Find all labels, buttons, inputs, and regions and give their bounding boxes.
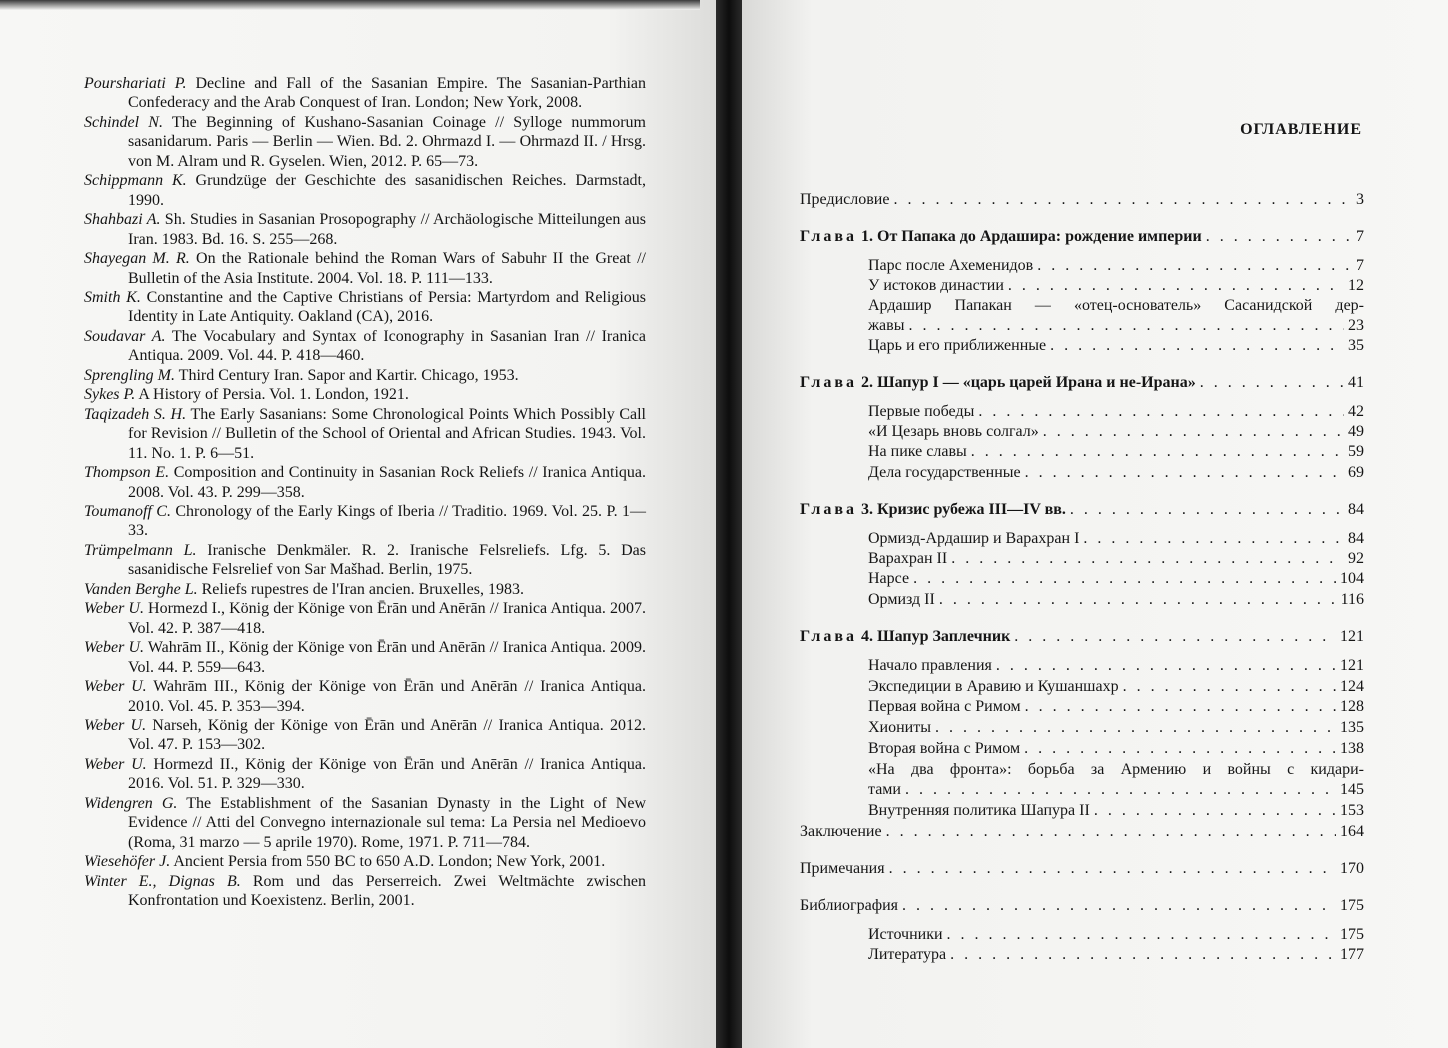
- chapter-label: Глава: [800, 228, 857, 245]
- toc-leader: [978, 402, 1344, 422]
- bib-author: Weber U.: [84, 678, 147, 696]
- toc-page-number: 116: [1340, 591, 1364, 608]
- toc-entry-label: Начало правления: [868, 657, 992, 674]
- chapter-label: Глава: [800, 628, 857, 645]
- toc-row-section: [868, 739, 1364, 759]
- bib-author: Shahbazi A.: [84, 211, 161, 229]
- toc-page-number: 175: [1340, 926, 1364, 943]
- toc-page-number: 84: [1348, 501, 1364, 518]
- toc-row-section: [868, 590, 1364, 610]
- toc-leader: [889, 859, 1336, 879]
- bib-entry: [84, 502, 646, 541]
- bib-author: Weber U.: [84, 600, 144, 618]
- bib-text: Chronology of the Early Kings of Iberia // Traditio. 1969. Vol. 25. P. 1—33.: [128, 502, 646, 540]
- bib-text: A History of Persia. Vol. 1. London, 1921.: [135, 386, 409, 404]
- chapter-title: 2. Шапур I — «царь царей Ирана и не-Ирана»: [857, 374, 1196, 391]
- bib-entry: [84, 794, 646, 852]
- toc-leader: [1037, 256, 1352, 276]
- toc-entry-label: Первая война с Римом: [868, 698, 1021, 715]
- bib-text: The Vocabulary and Syntax of Iconography in Sasanian Iran // Iranica Antiqua. 2009. Vol. 44. P. 418—460.: [128, 327, 646, 365]
- bib-author: Sprengling M.: [84, 366, 175, 384]
- chapter-label: Глава: [800, 501, 857, 518]
- toc-entry-label: Ардашир Папакан — «отец-основатель» Сасанидской дер-: [868, 297, 1364, 314]
- toc-entry-label: Предисловие: [800, 191, 890, 208]
- toc-row-section: [868, 718, 1364, 738]
- toc-leader: [905, 780, 1336, 800]
- toc-row-section: [868, 529, 1364, 549]
- toc-entry-label: Библиография: [800, 897, 898, 914]
- bib-text: Grundzüge der Geschichte des sasanidischen Reiches. Darmstadt, 1990.: [128, 172, 646, 209]
- toc-page-number: 121: [1340, 628, 1364, 645]
- toc-entry-label: Первые победы: [868, 403, 975, 420]
- toc-row-section: [868, 442, 1364, 462]
- toc-page-number: 7: [1356, 257, 1364, 274]
- bib-entry: [84, 677, 646, 716]
- toc-row-section: [868, 336, 1364, 356]
- bib-entry: [84, 385, 646, 404]
- bib-entry: [84, 210, 646, 249]
- bib-author: Trümpelmann L.: [84, 541, 197, 559]
- toc-leader: [902, 896, 1336, 916]
- toc-row-section: [868, 697, 1364, 717]
- toc-entry-label: Вторая война с Римом: [868, 740, 1021, 757]
- toc-page-number: 177: [1340, 946, 1364, 963]
- bib-entry: [84, 113, 646, 171]
- toc-entry-label: Варахран II: [868, 550, 948, 567]
- toc-leader: [1014, 627, 1336, 647]
- bib-author: Weber U.: [84, 716, 147, 734]
- bib-author: Sykes P.: [84, 386, 136, 404]
- bib-author: Weber U.: [84, 639, 144, 657]
- bib-author: Vanden Berghe L.: [84, 580, 198, 598]
- bib-text: Third Century Iran. Sapor and Kartir. Chicago, 1953.: [174, 366, 519, 384]
- toc-leader: [996, 656, 1336, 676]
- toc-page-number: 42: [1348, 403, 1364, 420]
- toc-leader: [886, 822, 1336, 842]
- toc-page-number: 59: [1348, 443, 1364, 460]
- toc-row-chapter-1: [800, 227, 1364, 247]
- left-page: [0, 0, 716, 1048]
- bib-text: Hormezd I., König der Könige von Ērān und Anērān // Iranica Antiqua. 2007. Vol. 42. P. 387—418.: [128, 600, 647, 637]
- toc-page-number: 170: [1340, 860, 1364, 877]
- toc-page-number: 124: [1340, 678, 1364, 695]
- toc-page-number: 175: [1340, 897, 1364, 914]
- toc-entry-label: «На два фронта»: борьба за Армению и войны с кидари-: [868, 761, 1364, 778]
- toc-page-number: 7: [1356, 228, 1364, 245]
- toc-leader: [935, 718, 1336, 738]
- toc-leader: [1070, 500, 1344, 520]
- bib-author: Thompson E.: [84, 464, 170, 482]
- toc-row-section: [868, 925, 1364, 945]
- bib-entry: [84, 249, 646, 288]
- toc-leader: [950, 945, 1336, 965]
- toc-leader: [1083, 529, 1344, 549]
- chapter-title: 1. От Папака до Ардашира: рождение империи: [857, 228, 1202, 245]
- toc-entry-label-cont: тами: [868, 781, 901, 798]
- bib-text: Sh. Studies in Sasanian Prosopography // Archäologische Mitteilungen aus Iran. 1983. Bd. 16. S. 255—268.: [128, 211, 646, 248]
- toc-entry-label: Нарсе: [868, 570, 910, 587]
- bib-author: Wiesehöfer J.: [84, 853, 171, 871]
- toc-entry-label: Примечания: [800, 860, 885, 877]
- toc-leader: [1094, 801, 1336, 821]
- toc-page-number: 41: [1348, 374, 1364, 391]
- bib-author: Widengren G.: [84, 794, 178, 812]
- toc-row-section: [868, 276, 1364, 296]
- toc-page-number: 3: [1356, 191, 1364, 208]
- toc-entry-label: Ормизд II: [868, 591, 935, 608]
- toc-leader: [913, 569, 1336, 589]
- toc-page-number: 35: [1348, 337, 1364, 354]
- toc-row-notes: [800, 859, 1364, 879]
- chapter-title: 4. Шапур Заплечник: [857, 628, 1011, 645]
- toc-page-number: 12: [1348, 277, 1364, 294]
- bib-author: Pourshariati P.: [84, 75, 187, 92]
- toc-entry-label: Ормизд-Ардашир и Варахран I: [868, 530, 1080, 547]
- toc-row-chapter-3: [800, 500, 1364, 520]
- bibliography-list: [84, 74, 646, 910]
- bib-entry: [84, 541, 646, 580]
- toc-leader: [971, 442, 1344, 462]
- page-edge-shadow: [0, 0, 700, 10]
- toc-entry-label: Парс после Ахеменидов: [868, 257, 1034, 274]
- bib-text: The Early Sasanians: Some Chronological Points Which Possibly Call for Revision // Bulletin of the School of Oriental and African Studies. 1943. Vol. 11. No. 1. P. 6—51.: [128, 405, 647, 462]
- bib-text: Constantine and the Captive Christians of Persia: Martyrdom and Religious Identity in Late Antiquity. Oakland (CA), 2016.: [128, 288, 646, 326]
- toc-row-section: [868, 422, 1364, 442]
- bib-text: The Establishment of the Sasanian Dynasty in the Light of New Evidence // Atti del Convegno internazionale sul tema: La Persia nel Medioevo (Roma, 31 marzo — 5 aprile 1970). Rome, 1971. P. 711—784.: [128, 794, 647, 851]
- bib-text: Reliefs rupestres de l'Iran ancien. Bruxelles, 1983.: [197, 580, 524, 598]
- toc-row-chapter-4: [800, 627, 1364, 647]
- toc-row-section: [868, 316, 1364, 336]
- bib-entry: [84, 852, 646, 871]
- bib-text: Hormezd II., König der Könige von Ērān und Anērān // Iranica Antiqua. 2016. Vol. 51. P. 329—330.: [128, 755, 646, 793]
- toc-entry-label: Царь и его приближенные: [868, 337, 1047, 354]
- bib-author: Schindel N.: [84, 113, 163, 131]
- bib-entry: [84, 638, 646, 677]
- toc-entry-label: Хиониты: [868, 719, 931, 736]
- toc-leader: [1206, 227, 1352, 247]
- toc-leader: [939, 590, 1337, 610]
- bib-entry: [84, 872, 646, 911]
- bib-text: Iranische Denkmäler. R. 2. Iranische Felsreliefs. Lfg. 5. Das sasanidische Felsrelief von Sar Mašhad. Berlin, 1975.: [128, 541, 647, 579]
- toc-entry-label: «И Цезарь вновь солгал»: [868, 423, 1039, 440]
- toc-leader: [1200, 373, 1344, 393]
- toc-page-number: 164: [1340, 823, 1364, 840]
- toc-page-number: 92: [1348, 550, 1364, 567]
- toc-entry-label: Экспедиции в Аравию и Кушаншахр: [868, 678, 1119, 695]
- toc-row-section: [868, 256, 1364, 276]
- bib-text: Narseh, König der Könige von Ērān und Anērān // Iranica Antiqua. 2012. Vol. 47. P. 153—302.: [128, 716, 647, 754]
- toc-entry-label: Заключение: [800, 823, 882, 840]
- toc-row-section: [868, 780, 1364, 800]
- toc-leader: [908, 316, 1344, 336]
- toc-page-number: 135: [1340, 719, 1364, 736]
- bib-author: Schippmann K.: [84, 172, 187, 190]
- bib-entry: [84, 580, 646, 599]
- bib-author: Winter E., Dignas B.: [84, 872, 241, 890]
- bib-author: Shayegan M. R.: [84, 250, 190, 268]
- bib-entry: [84, 74, 646, 113]
- toc-row-section: [868, 463, 1364, 483]
- toc-page-number: 49: [1348, 423, 1364, 440]
- bib-text: Ancient Persia from 550 BC to 650 A.D. London; New York, 2001.: [170, 853, 606, 871]
- bib-text: On the Rationale behind the Roman Wars of Sabuhr II the Great // Bulletin of the Asia Institute. 2004. Vol. 18. P. 111—133.: [128, 250, 646, 287]
- toc-row-section: [868, 801, 1364, 821]
- chapter-label: Глава: [800, 374, 857, 391]
- toc-page-number: 104: [1340, 570, 1364, 587]
- toc-row-section: [868, 656, 1364, 676]
- toc-row-section: [868, 402, 1364, 422]
- toc-page-number: 138: [1340, 740, 1364, 757]
- toc-entry-label-cont: жавы: [868, 317, 905, 334]
- bib-author: Soudavar A.: [84, 327, 166, 345]
- toc-leader: [1123, 677, 1336, 697]
- bib-author: Taqizadeh S. H.: [84, 405, 187, 423]
- bib-entry: [84, 755, 646, 794]
- toc-leader: [893, 190, 1352, 210]
- bib-entry: [84, 405, 646, 463]
- chapter-title: 3. Кризис рубежа III—IV вв.: [857, 501, 1066, 518]
- bib-entry: [84, 716, 646, 755]
- bib-text: Rom und das Perserreich. Zwei Weltmächte zwischen Konfrontation und Koexistenz. Berlin, 2001.: [128, 872, 647, 910]
- toc-leader: [1025, 697, 1336, 717]
- toc-page-number: 121: [1340, 657, 1364, 674]
- toc-row-section: [868, 677, 1364, 697]
- bib-text: Wahrām III., König der Könige von Ērān und Anērān // Iranica Antiqua. 2010. Vol. 45. P. 353—394.: [128, 678, 646, 715]
- toc-leader: [1050, 336, 1344, 356]
- toc-page-number: 153: [1340, 802, 1364, 819]
- toc-entry-label: На пике славы: [868, 443, 967, 460]
- toc-leader: [947, 925, 1336, 945]
- toc-entry-label: Внутренняя политика Шапура II: [868, 802, 1090, 819]
- bib-author: Toumanoff C.: [84, 502, 171, 520]
- toc-page-number: 69: [1348, 464, 1364, 481]
- bib-text: The Beginning of Kushano-Sasanian Coinage // Sylloge nummorum sasanidarum. Paris — Berlin — Wien. Bd. 2. Ohrmazd I. — Ohrmazd II. / Hrsg. von M. Alram und R. Gyselen. Wien, 2012. P. 65—73.: [128, 113, 646, 170]
- toc-page-number: 23: [1348, 317, 1364, 334]
- toc-page-number: 84: [1348, 530, 1364, 547]
- bib-text: Wahrām II., König der Könige von Ērān und Anērān // Iranica Antiqua. 2009. Vol. 44. P. 559—643.: [128, 639, 647, 676]
- bib-text: Composition and Continuity in Sasanian Rock Reliefs // Iranica Antiqua. 2008. Vol. 43. P. 299—358.: [128, 464, 647, 501]
- toc-entry-label: Источники: [868, 926, 943, 943]
- toc-row-section: [868, 549, 1364, 569]
- toc-leader: [951, 549, 1344, 569]
- toc-page-number: 128: [1340, 698, 1364, 715]
- bib-author: Smith K.: [84, 288, 141, 306]
- toc-row-bibliography: [800, 896, 1364, 916]
- toc-page-number: 145: [1340, 781, 1364, 798]
- book-spine: [716, 0, 742, 1048]
- toc-title: ОГЛАВЛЕНИЕ: [1240, 121, 1362, 138]
- bib-entry: [84, 599, 646, 638]
- right-page: [742, 0, 1448, 1048]
- toc-entry-label: Литература: [868, 946, 947, 963]
- toc-entry-label: Дела государственные: [868, 464, 1021, 481]
- bib-author: Weber U.: [84, 755, 147, 773]
- toc-row-preface: [800, 190, 1364, 210]
- bib-text: Decline and Fall of the Sasanian Empire. The Sasanian-Parthian Confederacy and the Arab Conquest of Iran. London; New York, 2008.: [128, 75, 646, 112]
- toc-leader: [1008, 276, 1344, 296]
- bib-entry: [84, 327, 646, 366]
- toc-leader: [1025, 463, 1344, 483]
- toc-row-conclusion: [800, 822, 1364, 842]
- toc-leader: [1024, 739, 1336, 759]
- toc-entry-label: У истоков династии: [868, 277, 1004, 294]
- bib-entry: [84, 366, 646, 385]
- toc-row-section: [868, 569, 1364, 589]
- bib-entry: [84, 288, 646, 327]
- toc-row-section: [868, 945, 1364, 965]
- bib-entry: [84, 463, 646, 502]
- toc-row-chapter-2: [800, 373, 1364, 393]
- toc-leader: [1043, 422, 1344, 442]
- bib-entry: [84, 171, 646, 210]
